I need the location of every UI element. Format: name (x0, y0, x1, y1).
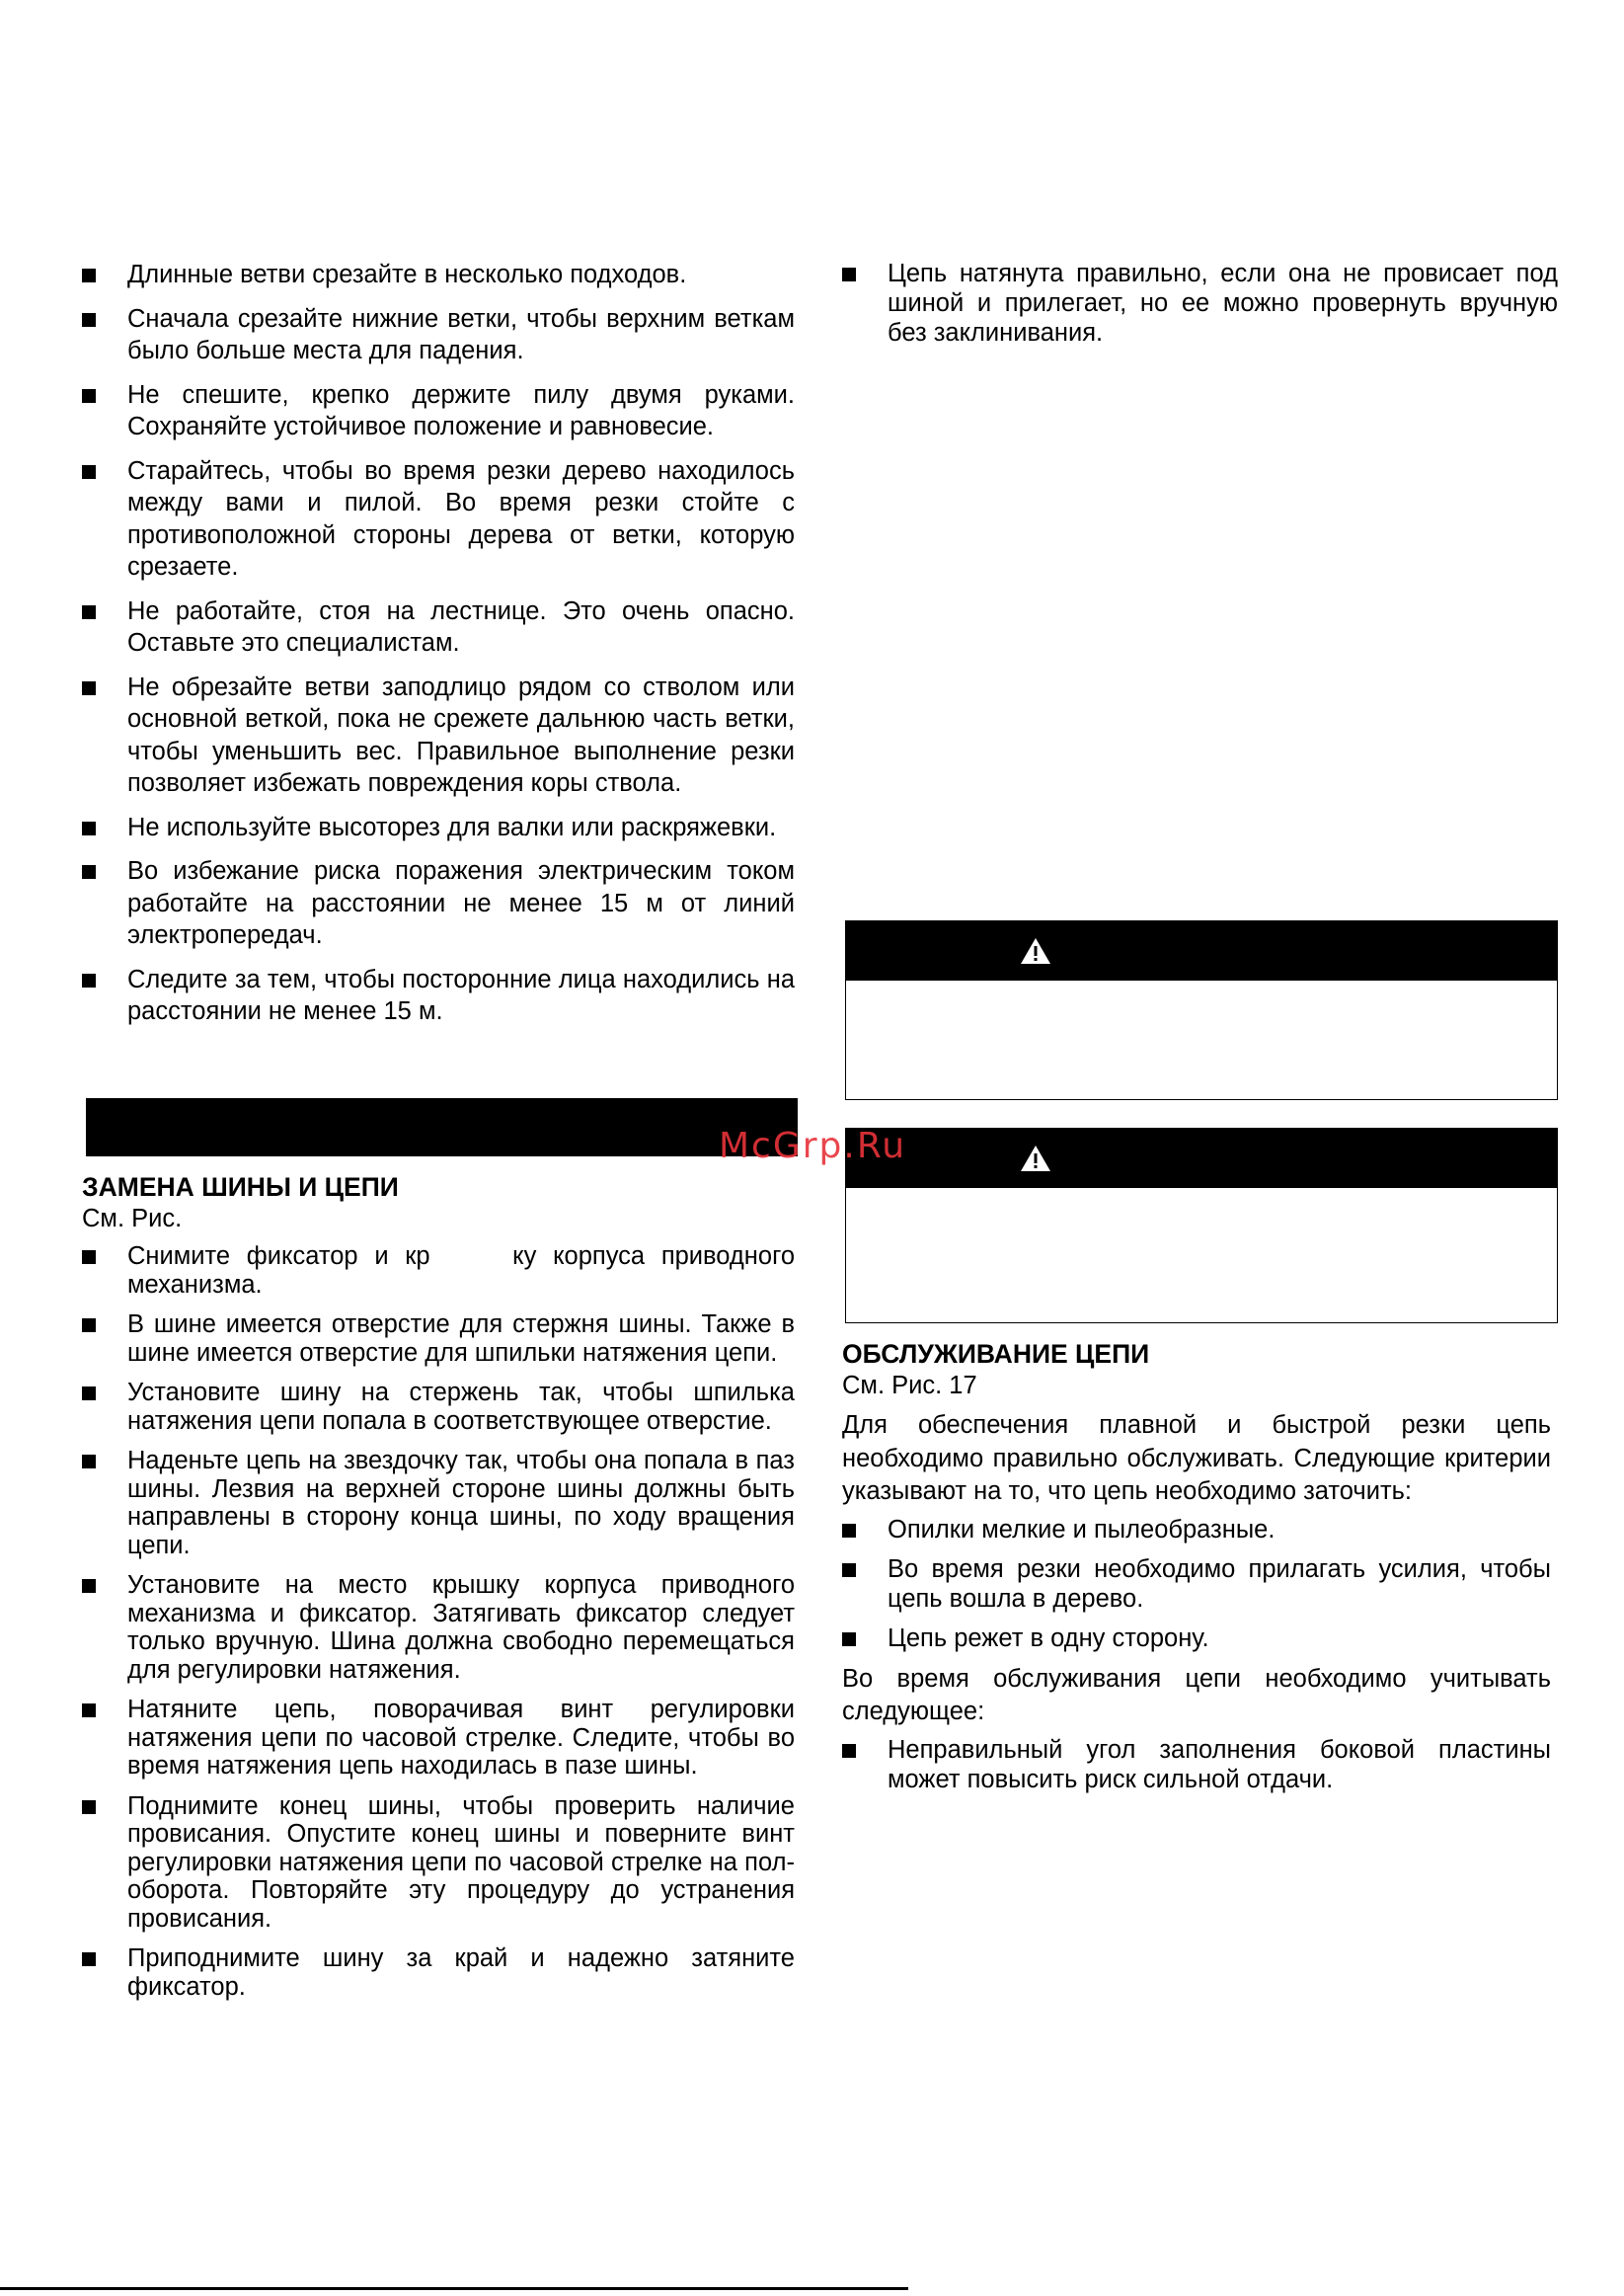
bullet-square-icon (82, 269, 96, 282)
warning-header (846, 921, 1557, 981)
list-item: Снимите фиксатор и кр ку корпуса приводного механизма. (82, 1242, 795, 1299)
list-item: Не работайте, стоя на лестнице. Это очень опасно. Оставьте это специалистам. (82, 595, 795, 660)
warning-box (845, 1128, 1558, 1323)
bullet-square-icon (82, 1318, 96, 1332)
replacement-steps-list (82, 1242, 803, 2001)
sharpening-criteria-list (842, 1515, 1551, 1653)
chain-maintenance-section (842, 1338, 1551, 1804)
section-title: ЗАМЕНА ШИНЫ И ЦЕПИ (82, 1172, 399, 1202)
bullet-square-icon (82, 1952, 96, 1966)
tension-note-list (842, 259, 1558, 348)
bullet-square-icon (842, 1744, 856, 1758)
list-item: Не используйте высоторез для валки или раскряжевки. (82, 812, 795, 844)
bullet-square-icon (842, 1524, 856, 1538)
warning-box (845, 920, 1558, 1100)
bullet-square-icon (842, 1632, 856, 1646)
list-item: Натяните цепь, поворачивая винт регулировки натяжения цепи по часовой стрелке. Следите, чтобы во время натяжения цепь находилась в пазе шины. (82, 1696, 795, 1781)
bullet-square-icon (82, 1800, 96, 1814)
list-item: Старайтесь, чтобы во время резки дерево находилось между вами и пилой. Во время резки стойте с противоположной стороны дерева от ветки, которую срезаете. (82, 455, 795, 584)
list-item: Приподнимите шину за край и надежно затяните фиксатор. (82, 1944, 795, 2001)
list-item: Сначала срезайте нижние ветки, чтобы верхним веткам было больше места для падения. (82, 303, 795, 367)
divider (0, 2287, 908, 2290)
considerations-list (842, 1735, 1551, 1794)
list-item: Длинные ветви срезайте в несколько подходов. (82, 259, 795, 291)
bullet-square-icon (82, 1703, 96, 1717)
list-item: Не обрезайте ветви заподлицо рядом со стволом или основной веткой, пока не срежете дальнюю часть ветки, чтобы уменьшить вес. Правильное выполнение резки позволяет избежать повреждения коры ствола. (82, 672, 795, 800)
bullet-square-icon (82, 1455, 96, 1468)
list-item: Неправильный угол заполнения боковой пластины может повысить риск сильной отдачи. (842, 1735, 1551, 1794)
bullet-square-icon (82, 313, 96, 327)
bullet-square-icon (82, 681, 96, 695)
list-item: Цепь режет в одну сторону. (842, 1623, 1551, 1653)
list-item: Цепь натянута правильно, если она не провисает под шиной и прилегает, но ее можно провернуть вручную без заклинивания. (842, 259, 1558, 348)
section-title: ОБСЛУЖИВАНИЕ ЦЕПИ (842, 1339, 1150, 1369)
bullet-square-icon (82, 865, 96, 879)
bullet-square-icon (82, 605, 96, 619)
bullet-square-icon (842, 1563, 856, 1577)
list-item: Опилки мелкие и пылеобразные. (842, 1515, 1551, 1544)
list-item: Наденьте цепь на звездочку так, чтобы она попала в паз шины. Лезвия на верхней стороне шины должны быть направлены в сторону конца шины, по ходу вращения цепи. (82, 1447, 795, 1559)
right-column-top (842, 259, 1558, 357)
list-item: Следите за тем, чтобы посторонние лица находились на расстоянии не менее 15 м. (82, 964, 795, 1028)
watermark: McGrp.Ru (719, 1126, 907, 1166)
bullet-square-icon (82, 1386, 96, 1400)
figure-reference: См. Рис. 17 (842, 1372, 977, 1399)
list-item: Установите на место крышку корпуса приводного механизма и фиксатор. Затягивать фиксатор следует только вручную. Шина должна свободно перемещаться для регулировки натяжения. (82, 1571, 795, 1684)
figure-reference: См. Рис. (82, 1205, 183, 1232)
bullet-square-icon (82, 1250, 96, 1264)
warning-header (846, 1129, 1557, 1188)
considerations-paragraph: Во время обслуживания цепи необходимо учитывать следующее: (842, 1664, 1551, 1725)
list-item: Не спешите, крепко держите пилу двумя руками. Сохраняйте устойчивое положение и равновесие. (82, 379, 795, 443)
intro-paragraph: Для обеспечения плавной и быстрой резки цепь необходимо правильно обслуживать. Следующие критерии указывают на то, что цепь необходимо заточить: (842, 1411, 1551, 1505)
bullet-square-icon (82, 465, 96, 479)
bullet-square-icon (82, 822, 96, 835)
bullet-square-icon (842, 268, 856, 281)
warning-triangle-icon (1019, 1144, 1052, 1173)
warning-triangle-icon (1019, 936, 1052, 966)
bullet-square-icon (82, 389, 96, 403)
list-item: В шине имеется отверстие для стержня шины. Также в шине имеется отверстие для шпильки натяжения цепи. (82, 1310, 795, 1367)
bar-chain-replacement-section (82, 1171, 803, 2013)
bullet-square-icon (82, 1579, 96, 1593)
section-header-bar (86, 1098, 798, 1156)
list-item: Во избежание риска поражения электрическим током работайте на расстоянии не менее 15 м от линий электропередач. (82, 855, 795, 952)
list-item: Установите шину на стержень так, чтобы шпилька натяжения цепи попала в соответствующее отверстие. (82, 1379, 795, 1435)
pruning-tips-list (82, 259, 795, 1028)
bullet-square-icon (82, 974, 96, 988)
left-column (82, 259, 795, 1040)
list-item: Поднимите конец шины, чтобы проверить наличие провисания. Опустите конец шины и поверните винт регулировки натяжения цепи по часовой стрелке на пол-оборота. Повторяйте эту процедуру до устранения провисания. (82, 1792, 795, 1934)
list-item: Во время резки необходимо прилагать усилия, чтобы цепь вошла в дерево. (842, 1554, 1551, 1614)
